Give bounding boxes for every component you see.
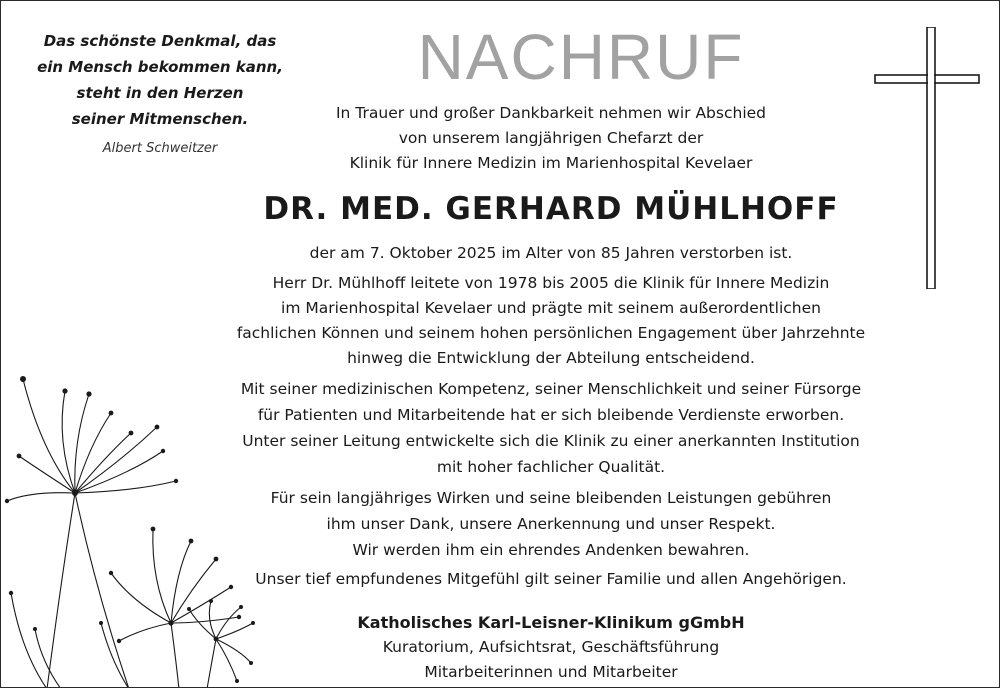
paragraph-line: Herr Dr. Mühlhoff leitete von 1978 bis 2005 die Klinik für Innere Medizin <box>272 274 830 292</box>
paragraph-line: fachlichen Können und seinem hohen persönlichen Engagement über Jahrzehnte <box>236 324 866 342</box>
intro-line: von unserem langjährigen Chefarzt der <box>398 129 704 147</box>
page-title: NACHRUF <box>417 21 745 93</box>
deceased-name: DR. MED. GERHARD MÜHLHOFF <box>263 191 839 227</box>
intro-line: In Trauer und großer Dankbarkeit nehmen wir Abschied <box>335 104 767 122</box>
intro-line: Klinik für Innere Medizin im Marienhospital Kevelaer <box>349 154 753 172</box>
dandelion-illustration <box>1 361 261 688</box>
quote-line: seiner Mitmenschen. <box>71 110 249 128</box>
paragraph-line: hinweg die Entwicklung der Abteilung entscheidend. <box>347 349 755 367</box>
paragraph-line: im Marienhospital Kevelaer und prägte mit seinem außerordentlichen <box>281 299 821 317</box>
intro-text <box>221 101 881 176</box>
signature-organization: Katholisches Karl-Leisner-Klinikum gGmbH <box>357 613 745 632</box>
signature-block <box>221 610 881 685</box>
cross-icon <box>873 27 981 289</box>
paragraph-4: Unser tief empfundenes Mitgefühl gilt seiner Familie und allen Angehörigen. <box>255 570 847 588</box>
paragraph-1 <box>221 241 881 371</box>
quote-author: Albert Schweitzer <box>102 141 218 156</box>
signature-line: Mitarbeiterinnen und Mitarbeiter <box>424 663 678 681</box>
paragraph-line: Mit seiner medizinischen Kompetenz, seiner Menschlichkeit und seiner Fürsorge <box>240 380 862 398</box>
paragraph-line: ihm unser Dank, unsere Anerkennung und unser Respekt. <box>326 515 776 533</box>
paragraph-line: Wir werden ihm ein ehrendes Andenken bewahren. <box>352 541 750 559</box>
paragraph-line: für Patienten und Mitarbeitende hat er sich bleibende Verdienste erworben. <box>257 406 845 424</box>
death-line: der am 7. Oktober 2025 im Alter von 85 Jahren verstorben ist. <box>309 244 793 262</box>
paragraph-3 <box>221 485 881 563</box>
quote-line: ein Mensch bekommen kann, <box>37 58 283 76</box>
paragraph-2 <box>221 376 881 480</box>
paragraph-line: Unter seiner Leitung entwickelte sich die Klinik zu einer anerkannten Institution <box>242 432 860 450</box>
signature-line: Kuratorium, Aufsichtsrat, Geschäftsführung <box>382 638 720 656</box>
quote-line: steht in den Herzen <box>76 84 244 102</box>
quote-line: Das schönste Denkmal, das <box>43 32 277 50</box>
paragraph-line: mit hoher fachlicher Qualität. <box>436 458 666 476</box>
paragraph-line: Für sein langjähriges Wirken und seine bleibenden Leistungen gebühren <box>270 489 832 507</box>
